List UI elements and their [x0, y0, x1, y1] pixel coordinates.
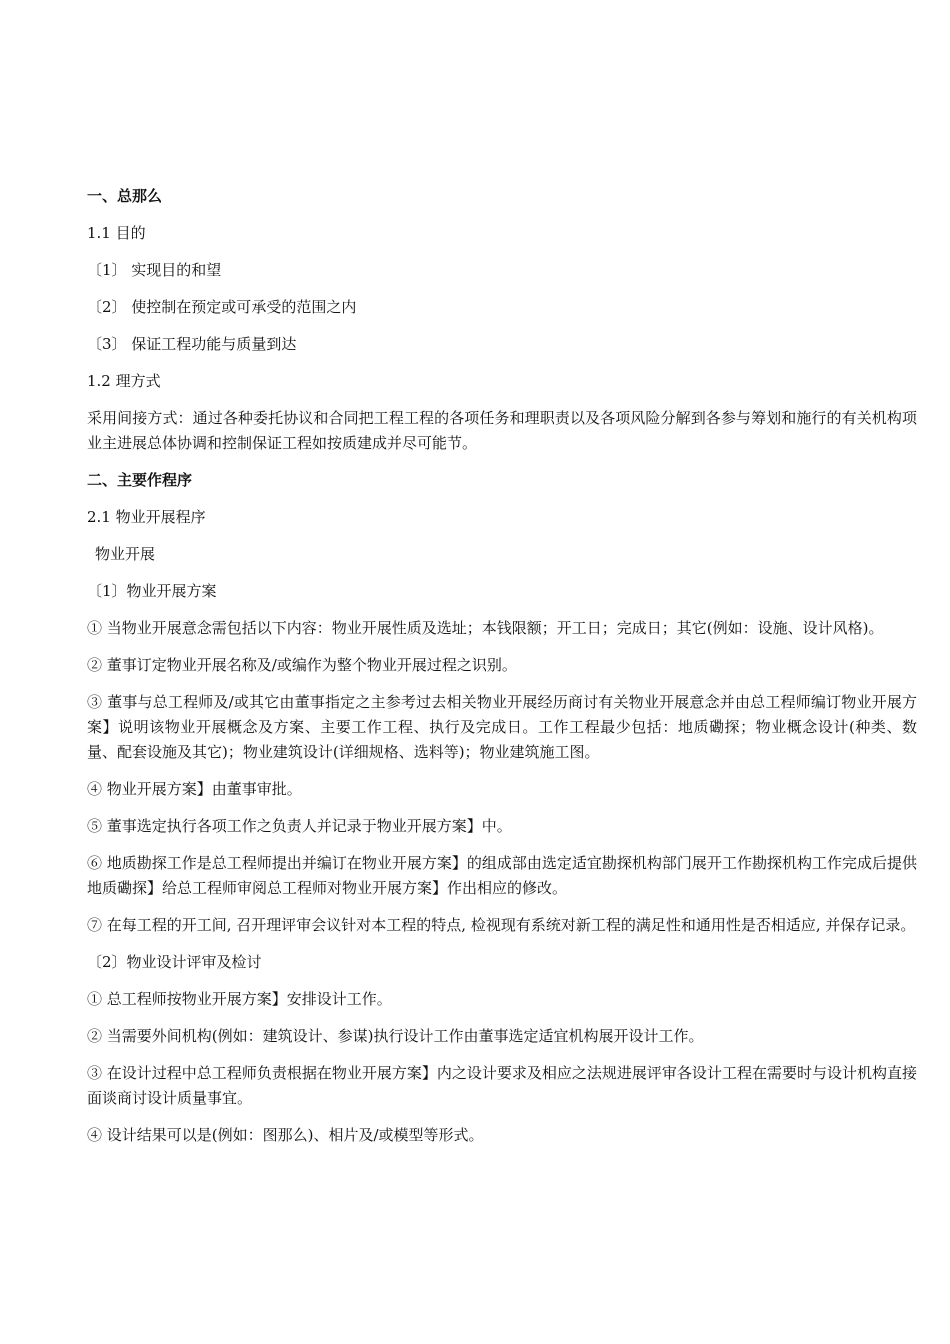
purpose-item-2: 〔2〕 使控制在预定或可承受的范围之内: [87, 298, 357, 316]
management-method-text: 采用间接方式：通过各种委托协议和合同把工程工程的各项任务和理职责以及各项风险分解到各参与筹划和施行的有关机构项业主进展总体协调和控制保证工程如按质建成并尽可能节。: [87, 409, 917, 452]
subsection-development-procedure: 2.1 物业开展程序: [87, 508, 206, 526]
design-review-item-3: ③ 在设计过程中总工程师负责根据在物业开展方案】内之设计要求及相应之法规进展评审各设计工程在需要时与设计机构直接面谈商讨设计质量事宜。: [87, 1064, 917, 1107]
section-heading-procedures: 二、主要作程序: [87, 471, 193, 489]
development-plan-heading: 〔1〕物业开展方案: [87, 582, 217, 600]
development-plan-item-7: ⑦ 在每工程的开工间, 召开理评审会议针对本工程的特点, 检视现有系统对新工程的满足性和通用性是否相适应, 并保存记录。: [87, 916, 916, 934]
development-plan-item-1: ① 当物业开展意念需包括以下内容：物业开展性质及选址；本钱限额；开工日；完成日；其它(例如：设施、设计风格)。: [87, 619, 884, 637]
subsection-management-method: 1.2 理方式: [87, 372, 161, 390]
purpose-item-3: 〔3〕 保证工程功能与质量到达: [87, 335, 297, 353]
design-review-item-4: ④ 设计结果可以是(例如：图那么)、相片及/或模型等形式。: [87, 1126, 484, 1144]
subsection-purpose: 1.1 目的: [87, 224, 146, 242]
development-plan-item-4: ④ 物业开展方案】由董事审批。: [87, 780, 302, 798]
development-plan-item-2: ② 董事订定物业开展名称及/或编作为整个物业开展过程之识别。: [87, 656, 517, 674]
purpose-item-1: 〔1〕 实现目的和望: [87, 261, 222, 279]
document-page: [87, 184, 917, 1160]
development-plan-item-5: ⑤ 董事选定执行各项工作之负责人并记录于物业开展方案】中。: [87, 817, 512, 835]
design-review-heading: 〔2〕物业设计评审及检讨: [87, 953, 262, 971]
design-review-item-2: ② 当需要外间机构(例如：建筑设计、参谋)执行设计工作由董事选定适宜机构展开设计工作。: [87, 1027, 704, 1045]
development-plan-item-6: ⑥ 地质勘探工作是总工程师提出并编订在物业开展方案】的组成部由选定适宜勘探机构部门展开工作勘探机构工作完成后提供地质磡探】给总工程师审阅总工程师对物业开展方案】作出相应的修改。: [87, 854, 917, 897]
section-heading-general: 一、总那么: [87, 187, 163, 205]
design-review-item-1: ① 总工程师按物业开展方案】安排设计工作。: [87, 990, 392, 1008]
development-plan-item-3: ③ 董事与总工程师及/或其它由董事指定之主参考过去相关物业开展经历商讨有关物业开展意念并由总工程师编订物业开展方案】说明该物业开展概念及方案、主要工作工程、执行及完成日。工作工程最少包括：地质磡探；物业概念设计(种类、数量、配套设施及其它)；物业建筑设计(详细规格、选料等)；物业建筑施工图。: [87, 693, 917, 761]
development-subheading: 物业开展: [95, 545, 156, 563]
